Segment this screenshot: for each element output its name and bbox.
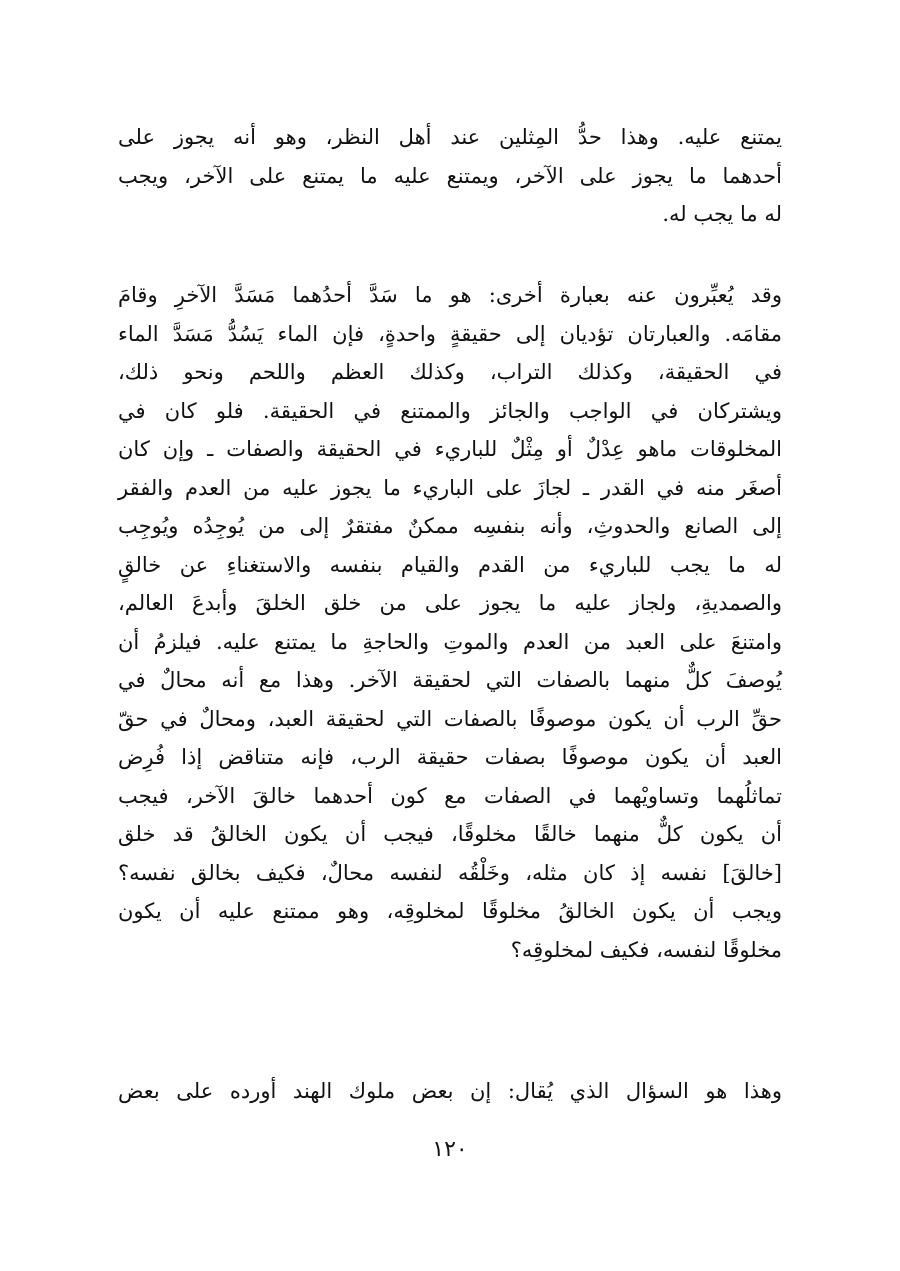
text-line: أن يكون كلٌّ منهما خالقًا مخلوقًا، فيجب أن يكون الخالقُ قد خلق bbox=[118, 822, 782, 846]
text-line: ويجب أن يكون الخالقُ مخلوقًا لمخلوقِه، وهو ممتنع عليه أن يكون bbox=[118, 899, 782, 923]
paragraph-2 bbox=[118, 276, 782, 969]
text-line: المخلوقات ماهو عِدْلٌ أو مِثْلٌ للباريء في الحقيقة والصفات ـ وإن كان bbox=[118, 437, 782, 461]
page-number: ١٢٠ bbox=[432, 1137, 468, 1162]
text-line: العبد أن يكون موصوفًا بصفات حقيقة الرب، فإنه متناقض إذا فُرِض bbox=[118, 745, 782, 769]
text-line: مخلوقًا لنفسه، فكيف لمخلوقِه؟ bbox=[510, 937, 782, 962]
text-line: يُوصفَ كلٌّ منهما بالصفات التي لحقيقة الآخر. وهذا مع أنه محالٌ في bbox=[118, 668, 782, 692]
text-line: وقد يُعبِّرون عنه بعبارة أخرى: هو ما سَدَّ أحدُهما مَسَدَّ الآخرِ وقامَ bbox=[118, 283, 782, 307]
text-line: حقِّ الرب أن يكون موصوفًا بالصفات التي لحقيقة العبد، ومحالٌ في حقّ bbox=[118, 706, 782, 731]
text-line: وامتنعَ على العبد من العدم والموتِ والحاجةِ ما يمتنع عليه. فيلزمُ أن bbox=[118, 629, 782, 654]
text-line: ويشتركان في الواجب والجائز والممتنع في الحقيقة. فلو كان في bbox=[118, 398, 782, 423]
text-line: إلى الصانع والحدوثِ، وأنه بنفسِه ممكنٌ مفتقرٌ إلى من يُوجِدُه ويُوجِب bbox=[118, 514, 782, 538]
text-line: له ما يجب للباريء من القدم والقيام بنفسه والاستغناءِ عن خالقٍ bbox=[118, 552, 782, 577]
text-line: أصغَر منه في القدر ـ لجازَ على الباريء ما يجوز عليه من العدم والفقر bbox=[118, 475, 782, 500]
text-line: مقامَه. والعبارتان تؤديان إلى حقيقةٍ واحدةٍ، فإن الماء يَسُدُّ مَسَدَّ الماء bbox=[118, 321, 782, 346]
text-line: وهذا هو السؤال الذي يُقال: إن بعض ملوك الهند أورده على بعض bbox=[118, 1079, 782, 1103]
paragraph-1 bbox=[118, 118, 782, 234]
text-line: أحدهما ما يجوز على الآخر، ويمتنع عليه ما يمتنع على الآخر، ويجب bbox=[118, 163, 782, 188]
text-line: [خالقَ] نفسه إذ كان مثله، وخَلْقُه لنفسه محالٌ، فكيف بخالق نفسه؟ bbox=[118, 860, 782, 885]
text-line: والصمديةِ، ولجاز عليه ما يجوز على من خلق الخلقَ وأبدعَ العالم، bbox=[118, 591, 782, 615]
paragraph-3 bbox=[118, 1072, 782, 1111]
text-line: تماثلُهما وتساويْهما في الصفات مع كون أحدهما خالقَ الآخر، فيجب bbox=[118, 783, 782, 808]
text-line: يمتنع عليه. وهذا حدُّ المِثلين عند أهل النظر، وهو أنه يجوز على bbox=[118, 125, 782, 149]
text-line: في الحقيقة، وكذلك التراب، وكذلك العظم واللحم ونحو ذلك، bbox=[118, 360, 782, 384]
text-line: له ما يجب له. bbox=[662, 202, 782, 226]
